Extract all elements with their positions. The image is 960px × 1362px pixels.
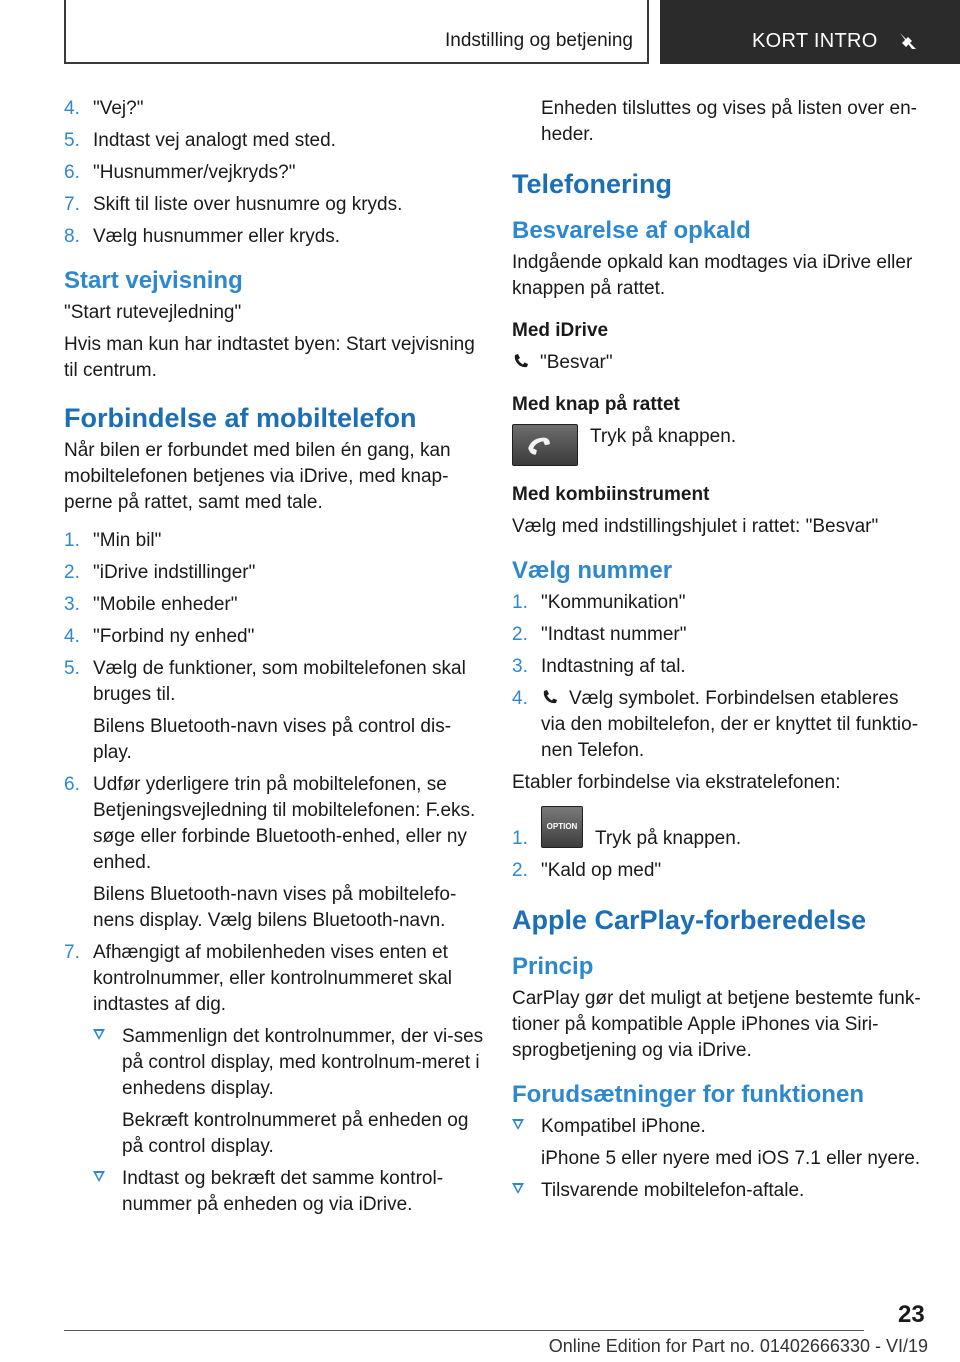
paragraph: Vælg med indstillingshjulet i rattet: "Besvar"	[512, 516, 879, 537]
list-text: Indtast vej analogt med sted.	[93, 130, 336, 151]
list-text: "Vej?"	[93, 98, 144, 119]
button-instruction-text: Tryk på knappen.	[590, 426, 737, 447]
list-text: Skift til liste over husnumre og kryds.	[93, 194, 403, 215]
idrive-instruction	[512, 350, 928, 376]
list-text: Udfør yderligere trin på mobiltelefonen, se Betjeningsvejledning til mobiltelefonen: F.eks. søge eller forbinde Bluetooth-enhed, eller ny enhed.	[93, 774, 476, 873]
header-section-box	[64, 0, 649, 64]
phone-handset-icon	[512, 352, 530, 370]
heading-besvarelse: Besvarelse af opkald	[512, 217, 751, 244]
subheading-knap: Med knap på rattet	[512, 394, 680, 415]
list-number: 8.	[64, 226, 80, 247]
heading-vaelg-nummer: Vælg nummer	[512, 557, 673, 584]
steps-list-number	[512, 590, 928, 764]
chapter-tab	[660, 0, 960, 64]
steps-list-extra-phone	[512, 806, 928, 884]
list-number: 6.	[64, 162, 80, 183]
subheading-idrive: Med iDrive	[512, 320, 609, 341]
paragraph: Hvis man kun har indtastet byen: Start vejvisning til centrum.	[64, 334, 475, 381]
list-number: 3.	[64, 594, 80, 615]
list-text: "Kald op med"	[541, 860, 662, 881]
chapter-label: KORT INTRO	[752, 30, 878, 52]
list-text: "Min bil"	[93, 530, 162, 551]
list-item	[64, 160, 484, 186]
paragraph: Indgående opkald kan modtages via iDrive eller knappen på rattet.	[512, 252, 913, 299]
list-item	[64, 940, 484, 1218]
list-number: 1.	[512, 592, 528, 613]
list-item	[64, 772, 484, 934]
footer-edition: Online Edition for Part no. 01402666330 - VI/19	[548, 1336, 928, 1356]
list-number: 1.	[512, 828, 528, 849]
paragraph: CarPlay gør det muligt at betjene bestemte funk-tioner på kompatible Apple iPhones via Siri-sprogbetjening og via iDrive.	[512, 988, 921, 1061]
bullet-text: Tilsvarende mobiltelefon-aftale.	[541, 1180, 805, 1201]
option-button-instruction	[541, 806, 928, 852]
heading-princip: Princip	[512, 953, 594, 980]
phone-handset-icon	[513, 425, 577, 465]
list-item	[64, 528, 484, 554]
list-text: Vælg husnummer eller kryds.	[93, 226, 341, 247]
steering-button-instruction	[512, 424, 928, 466]
bullet-item	[512, 1178, 928, 1204]
paragraph: Når bilen er forbundet med bilen én gang, kan mobiltelefonen betjenes via iDrive, med knap-perne på rattet, samt med tale.	[64, 440, 451, 513]
heading-forudsaetninger: Forudsætninger for funktionen	[512, 1081, 864, 1108]
list-text: Afhængigt af mobilenheden vises enten et kontrolnummer, eller kontrolnummeret skal indtastes af dig.	[93, 942, 453, 1015]
list-item	[512, 858, 928, 884]
list-item	[64, 128, 484, 154]
paragraph: Enheden tilsluttes og vises på listen over en-heder.	[541, 98, 917, 145]
list-item	[512, 590, 928, 616]
list-item	[64, 624, 484, 650]
option-button-label: OPTION	[546, 822, 578, 831]
right-column	[512, 96, 928, 1210]
left-column	[64, 96, 484, 1224]
list-text: "iDrive indstillinger"	[93, 562, 256, 583]
list-item	[64, 656, 484, 766]
list-text: "Indtast nummer"	[541, 624, 687, 645]
list-item	[512, 806, 928, 852]
list-subtext: Bilens Bluetooth-navn vises på control dis-play.	[93, 716, 452, 763]
triangle-bullet-icon	[512, 1183, 524, 1194]
bullet-item	[512, 1114, 928, 1172]
steps-list-connect	[64, 528, 484, 1218]
list-subtext: Bilens Bluetooth-navn vises på mobiltelefo-nens display. Vælg bilens Bluetooth-navn.	[93, 884, 457, 931]
paragraph: Etabler forbindelse via ekstratelefonen:	[512, 772, 841, 793]
heading-carplay: Apple CarPlay-forberedelse	[512, 905, 867, 935]
bullet-list	[512, 1114, 928, 1204]
heading-forbindelse: Forbindelse af mobiltelefon	[64, 403, 417, 433]
quick-intro-icon	[897, 30, 919, 52]
bullet-text: Sammenlign det kontrolnummer, der vi-ses på control display, med kontrolnum-meret i enhedens display.	[122, 1026, 484, 1099]
list-text: "Kommunikation"	[541, 592, 686, 613]
bullet-subtext: iPhone 5 eller nyere med iOS 7.1 eller nyere.	[541, 1148, 921, 1169]
list-item	[512, 622, 928, 648]
list-text: "Mobile enheder"	[93, 594, 238, 615]
idrive-option-text: "Besvar"	[540, 352, 613, 373]
bullet-list	[93, 1024, 484, 1218]
list-number: 2.	[512, 860, 528, 881]
heading-start-vejvisning: Start vejvisning	[64, 267, 243, 294]
list-number: 6.	[64, 774, 80, 795]
list-number: 4.	[64, 626, 80, 647]
list-item	[64, 192, 484, 218]
bullet-text: Kompatibel iPhone.	[541, 1116, 706, 1137]
list-number: 3.	[512, 656, 528, 677]
list-number: 4.	[512, 688, 528, 709]
triangle-bullet-icon	[93, 1029, 105, 1040]
phone-handset-icon	[541, 688, 559, 706]
list-text: Indtastning af tal.	[541, 656, 686, 677]
answer-call-button-image	[512, 424, 578, 466]
list-number: 2.	[64, 562, 80, 583]
list-number: 5.	[64, 658, 80, 679]
list-item	[512, 654, 928, 680]
triangle-bullet-icon	[512, 1119, 524, 1130]
list-item	[64, 96, 484, 122]
page-number: 23	[898, 1301, 925, 1328]
list-item	[64, 592, 484, 618]
bullet-text: Indtast og bekræft det samme kontrol-nummer på enheden og via iDrive.	[122, 1168, 444, 1215]
paragraph: "Start rutevejledning"	[64, 302, 242, 323]
list-number: 7.	[64, 942, 80, 963]
list-number: 2.	[512, 624, 528, 645]
option-button-image	[541, 806, 583, 848]
list-number: 1.	[64, 530, 80, 551]
bullet-item	[93, 1024, 484, 1160]
steps-list-destination	[64, 96, 484, 250]
footer-divider	[64, 1330, 864, 1331]
list-text: "Forbind ny enhed"	[93, 626, 255, 647]
list-item	[64, 560, 484, 586]
list-number: 7.	[64, 194, 80, 215]
list-text: "Husnummer/vejkryds?"	[93, 162, 296, 183]
list-text	[541, 686, 928, 764]
list-text: Vælg de funktioner, som mobiltelefonen skal bruges til.	[93, 658, 466, 705]
bullet-item	[93, 1166, 484, 1218]
bullet-subtext: Bekræft kontrolnummeret på enheden og på control display.	[122, 1110, 469, 1157]
subheading-kombi: Med kombiinstrument	[512, 484, 710, 505]
triangle-bullet-icon	[93, 1171, 105, 1182]
section-title: Indstilling og betjening	[444, 30, 633, 51]
list-number: 4.	[64, 98, 80, 119]
list-text: Tryk på knappen.	[595, 828, 742, 849]
list-number: 5.	[64, 130, 80, 151]
list-item	[64, 224, 484, 250]
list-text-content: Vælg symbolet. Forbindelsen etableres via den mobiltelefon, der er knyttet til funktio-nen Telefon.	[541, 688, 919, 761]
list-item	[512, 686, 928, 764]
heading-telefonering: Telefonering	[512, 169, 673, 199]
